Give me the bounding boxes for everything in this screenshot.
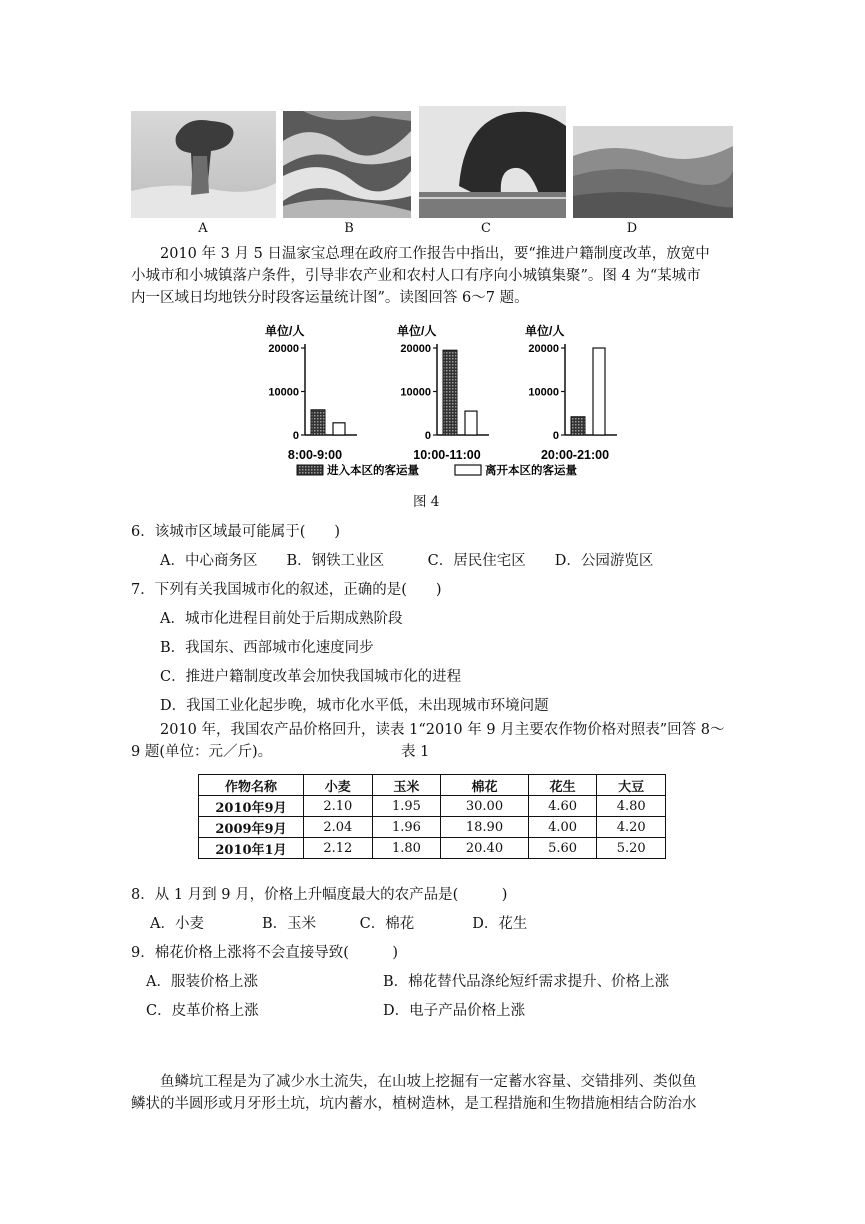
- table-row: [199, 817, 666, 838]
- table-cell: 30.00: [441, 796, 529, 817]
- table-cell: 2010年9月: [199, 796, 304, 817]
- table-header-cell: 玉米: [372, 775, 441, 796]
- passage2-line-2: 9 题(单位：元／斤)。: [131, 744, 273, 760]
- table-row: [199, 796, 666, 817]
- q7-option-a: A．城市化进程目前处于后期成熟阶段: [160, 611, 403, 627]
- chart-x-category-label: 8:00-9:00: [287, 448, 343, 462]
- chart-bar-leave: [333, 423, 345, 435]
- q7-option-b: B．我国东、西部城市化速度同步: [160, 640, 374, 656]
- chart-x-category-label: 20:00-21:00: [540, 448, 610, 462]
- table-cell: 2.04: [304, 817, 373, 838]
- q9-option-b: B．棉花替代品涤纶短纤需求提升、价格上涨: [383, 974, 670, 990]
- chart-bar-enter: [311, 410, 325, 435]
- legend-swatch-leave: [455, 465, 481, 475]
- photo-label-a: A: [198, 221, 208, 236]
- q9-option-d: D．电子产品价格上涨: [383, 1003, 526, 1019]
- q7-stem: 7．下列有关我国城市化的叙述，正确的是( ): [131, 582, 442, 598]
- chart-y-tick-label: 0: [292, 430, 299, 442]
- table-header-row: [199, 775, 666, 796]
- q9-option-a: A．服装价格上涨: [146, 974, 258, 990]
- table-cell: 18.90: [441, 817, 529, 838]
- photo-label-d: D: [626, 221, 638, 236]
- table-header-cell: 棉花: [441, 775, 529, 796]
- table-cell: 5.20: [597, 838, 666, 859]
- table-header-cell: 作物名称: [199, 775, 304, 796]
- chart-y-tick-label: 10000: [528, 386, 559, 399]
- passage3-line-2: 鳞状的半圆形或月牙形土坑，坑内蓄水，植树造林，是工程措施和生物措施相结合防治水: [131, 1096, 697, 1112]
- intro-line-1: 2010 年 3 月 5 日温家宝总理在政府工作报告中指出，要“推进户籍制度改革，放宽中: [160, 246, 710, 262]
- table-cell: 2010年1月: [199, 838, 304, 859]
- table-row: [199, 838, 666, 859]
- passage3-line-1: 鱼鳞坑工程是为了减少水土流失，在山坡上挖掘有一定蓄水容量、交错排列、类似鱼: [160, 1074, 697, 1090]
- table-cell: 1.80: [372, 838, 441, 859]
- ridership-chart-svg: [245, 322, 610, 487]
- q6-stem: 6．该城市区域最可能属于( ): [131, 524, 341, 540]
- legend-label-enter: 进入本区的客运量: [327, 465, 419, 477]
- table-cell: 4.20: [597, 817, 666, 838]
- chart-unit-label: 单位/人: [265, 324, 305, 338]
- chart-y-tick-label: 20000: [268, 343, 299, 355]
- chart-unit-label: 单位/人: [397, 324, 437, 338]
- passage2-line-1: 2010 年，我国农产品价格回升，读表 1“2010 年 9 月主要农作物价格对照表”回答 8～: [160, 722, 725, 738]
- table-cell: 5.60: [528, 838, 597, 859]
- photo-label-b: B: [344, 221, 354, 236]
- q9-stem: 9．棉花价格上涨将不会直接导致( ): [131, 945, 399, 961]
- legend-label-leave: 离开本区的客运量: [485, 465, 577, 477]
- figure-4-chart: [245, 322, 610, 487]
- photo-c-elephant-trunk-hill: [419, 106, 566, 218]
- table-cell: 1.95: [372, 796, 441, 817]
- table-cell: 20.40: [441, 838, 529, 859]
- chart-y-tick-label: 0: [552, 430, 559, 442]
- table-header-cell: 大豆: [597, 775, 666, 796]
- figure-caption: 图 4: [413, 494, 440, 510]
- intro-line-3: 内一区域日均地铁分时段客运量统计图”。读图回答 6～7 题。: [131, 290, 529, 306]
- photo-b-sand-dunes: [283, 111, 411, 218]
- photo-label-c: C: [481, 221, 491, 236]
- chart-y-tick-label: 20000: [528, 343, 559, 355]
- legend-swatch-enter: [297, 465, 323, 475]
- chart-x-category-label: 10:00-11:00: [413, 448, 481, 462]
- table-cell: 4.80: [597, 796, 666, 817]
- q8-options: A．小麦 B．玉米 C．棉花 D．花生: [150, 916, 528, 932]
- table-header-cell: 花生: [528, 775, 597, 796]
- q8-stem: 8．从 1 月到 9 月，价格上升幅度最大的农产品是( ): [131, 887, 508, 903]
- table-header-cell: 小麦: [304, 775, 373, 796]
- intro-line-2: 小城市和小城镇落户条件，引导非农产业和农村人口有序向小城镇集聚”。图 4 为“某城市: [131, 268, 701, 284]
- q7-option-c: C．推进户籍制度改革会加快我国城市化的进程: [160, 669, 462, 685]
- chart-bar-leave: [465, 411, 477, 435]
- photo-d-loess-plateau: [573, 126, 733, 218]
- chart-y-tick-label: 20000: [400, 343, 431, 355]
- photo-a-mushroom-rock: [131, 111, 276, 218]
- q7-option-d: D．我国工业化起步晚，城市化水平低，未出现城市环境问题: [160, 698, 549, 714]
- table-cell: 1.96: [372, 817, 441, 838]
- chart-bar-enter: [571, 417, 585, 435]
- table-label: 表 1: [401, 744, 430, 760]
- chart-y-tick-label: 0: [424, 430, 431, 442]
- chart-y-tick-label: 10000: [268, 386, 299, 399]
- table-cell: 4.60: [528, 796, 597, 817]
- chart-unit-label: 单位/人: [525, 324, 565, 338]
- q6-options: A．中心商务区 B．钢铁工业区 C．居民住宅区 D．公园游览区: [160, 553, 654, 569]
- chart-y-tick-label: 10000: [400, 386, 431, 399]
- q9-option-c: C．皮革价格上涨: [146, 1003, 259, 1019]
- table-cell: 2.12: [304, 838, 373, 859]
- table-cell: 2009年9月: [199, 817, 304, 838]
- chart-bar-enter: [443, 350, 457, 435]
- chart-bar-leave: [593, 348, 605, 435]
- table-cell: 4.00: [528, 817, 597, 838]
- table-cell: 2.10: [304, 796, 373, 817]
- crop-price-table: [198, 774, 666, 859]
